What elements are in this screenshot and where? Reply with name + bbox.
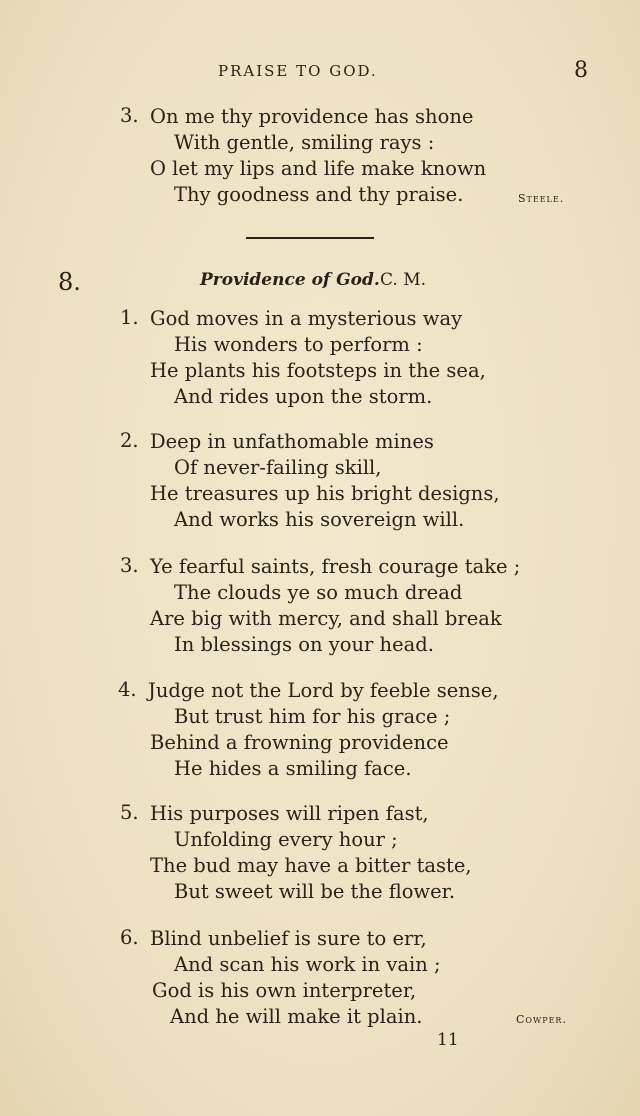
verse-line: Unfolding every hour ; xyxy=(174,828,398,851)
verse-line: Judge not the Lord by feeble sense, xyxy=(148,679,499,702)
verse-number: 2. xyxy=(120,429,139,452)
running-header: PRAISE TO GOD. xyxy=(218,62,378,80)
verse-line: Behind a frowning providence xyxy=(150,731,449,754)
verse-line: But trust him for his grace ; xyxy=(174,705,451,728)
verse-line: With gentle, smiling rays : xyxy=(174,131,435,154)
verse-line: But sweet will be the flower. xyxy=(174,880,456,903)
verse-number: 5. xyxy=(120,801,139,824)
verse-line: Of never-failing skill, xyxy=(174,456,382,479)
verse-line: His purposes will ripen fast, xyxy=(150,802,429,825)
page-number: 8 xyxy=(574,58,588,83)
folio-number: 11 xyxy=(437,1030,459,1050)
verse-line: And scan his work in vain ; xyxy=(174,953,441,976)
verse-line: God is his own interpreter, xyxy=(152,979,417,1002)
verse-line: Blind unbelief is sure to err, xyxy=(150,927,427,950)
verse-line: Thy goodness and thy praise. xyxy=(174,183,464,206)
verse-line: Ye fearful saints, fresh courage take ; xyxy=(150,555,521,578)
verse-line: In blessings on your head. xyxy=(174,633,434,656)
hymn-number: 8. xyxy=(58,268,81,296)
author-attribution: Cowper. xyxy=(516,1013,567,1026)
verse-line: Deep in unfathomable mines xyxy=(150,430,434,453)
verse-number: 3. xyxy=(120,554,139,577)
verse-number: 3. xyxy=(120,104,139,127)
verse-line: He plants his footsteps in the sea, xyxy=(150,359,486,382)
hymn-title: Providence of God. xyxy=(200,270,380,290)
author-attribution: Steele. xyxy=(518,192,565,205)
verse-line: The clouds ye so much dread xyxy=(174,581,463,604)
verse-line: He hides a smiling face. xyxy=(174,757,412,780)
verse-line: And rides upon the storm. xyxy=(174,385,433,408)
verse-line: Are big with mercy, and shall break xyxy=(150,607,502,630)
verse-line: And works his sovereign will. xyxy=(174,508,465,531)
verse-line: His wonders to perform : xyxy=(174,333,423,356)
verse-line: He treasures up his bright designs, xyxy=(150,482,500,505)
verse-number: 1. xyxy=(120,306,139,329)
verse-line: And he will make it plain. xyxy=(170,1005,423,1028)
hymn-meter: C. M. xyxy=(380,270,427,290)
verse-line: God moves in a mysterious way xyxy=(150,307,463,330)
verse-line: The bud may have a bitter taste, xyxy=(150,854,472,877)
verse-line: On me thy providence has shone xyxy=(150,105,474,128)
section-divider xyxy=(246,237,374,239)
verse-number: 4. xyxy=(118,678,137,701)
verse-number: 6. xyxy=(120,926,139,949)
verse-line: O let my lips and life make known xyxy=(150,157,487,180)
